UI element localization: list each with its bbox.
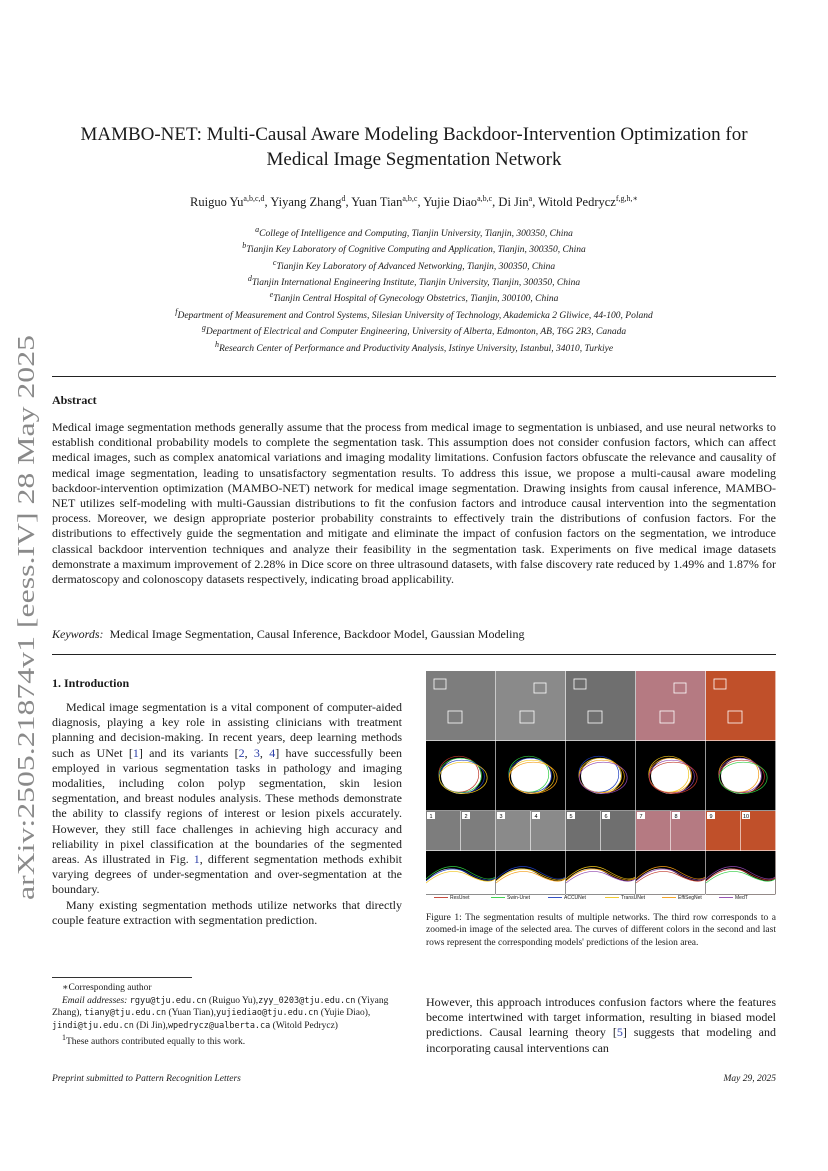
legend-entry: MedT (735, 895, 748, 901)
citation-link-3[interactable]: 3 (253, 745, 260, 760)
footer-date: May 29, 2025 (723, 1074, 776, 1084)
email-address[interactable]: rgyu@tju.edu.cn (129, 995, 207, 1006)
figure-1-caption: Figure 1: The segmentation results of multiple networks. The third row corresponds to a zoomed-in image of the selected area. The curves of different colors in the second and last rows represent the corresponding models' predictions of the lesion area. (426, 913, 776, 948)
author-name: Yiyang Zhang (270, 195, 342, 210)
author-affiliation-marker: a,b,c (477, 194, 493, 203)
keywords (52, 627, 776, 642)
footnote-rule (52, 977, 192, 978)
right-column-text: However, this approach introduces confusion factors where the features become intertwined with target information, resulting in biased model predictions. Causal learning theory [5] suggests that modeling and incorporating causal interventions can (426, 995, 776, 1055)
citation-link-4[interactable]: 4 (269, 745, 276, 760)
figure-link-1[interactable]: 1 (193, 852, 200, 867)
author-list: Ruiguo Yu$^{a,b,c,d}$, Yiyang Zhang$^d$, Yuan Tian$^{a,b,c}$, Yujie Diao$^{a,b,c}$, Di Jin$^a$, Witold Pedrycz$^{f,g,h,∗}$ (190, 194, 638, 210)
intro-paragraph-2: Many existing segmentation methods utilize networks that directly couple feature extraction with segmentation prediction. (52, 897, 402, 927)
zoom-patch-label: 5 (569, 814, 573, 820)
author-affiliation-marker: a,b,c (402, 194, 418, 203)
email-address[interactable]: tiany@tju.edu.cn (84, 1008, 167, 1019)
figure-panel (566, 671, 635, 740)
arxiv-stamp (2, 330, 42, 900)
corresponding-author-note: ∗Corresponding author (62, 983, 152, 993)
intro-paragraph-1: Medical image segmentation is a vital component of computer-aided diagnosis, playing a key role in assisting clinicians with treatment planning and decision-making. In recent years, deep learning methods such as UNet [1] and its variants [2, 3, 4] have successfully been employed in various segmentation tasks in pathology and imaging modalities, including colon polyp segmentation, skin lesion segmentation, and breast nodules analysis. These methods demonstrate the ability to classify regions of interest or lesion pixels accurately. However, they still face challenges in achieving high accuracy and reliability in pixel classification at the boundaries of the segmented areas. As illustrated in Fig. 1, different segmentation methods exhibit varying degrees of under-segmentation and over-segmentation at the boundary. (52, 700, 403, 897)
email-addresses: Email addresses: rgyu@tju.edu.cn (Ruiguo Yu),zyy_0203@tju.edu.cn (Yiyang Zhang), tiany@tju.edu.cn (Yuan Tian),yujiediao@tju.edu.cn (Yujie Diao), jindi@tju.edu.cn (Di Jin),wpedrycz@ualberta.ca (Witold Pedrycz) (52, 995, 389, 1031)
zoom-patch-label: 3 (499, 814, 503, 820)
footer-journal: Preprint submitted to Pattern Recognition Letters (52, 1074, 241, 1084)
author-name: Yuan Tian (351, 195, 403, 210)
email-label: Email addresses: (62, 995, 128, 1006)
zoom-patch-label: 8 (674, 814, 678, 820)
affiliation-line: $^a$College of Intelligence and Computing, Tianjin University, Tianjin, 300350, China (255, 225, 573, 240)
zoom-patch-label: 4 (534, 814, 538, 820)
citation-link-1[interactable]: 1 (132, 745, 139, 760)
arxiv-stamp-graphic (2, 330, 42, 900)
zoom-patch-label: 7 (639, 814, 643, 820)
zoom-patch-label: 2 (464, 814, 468, 820)
equal-contribution-note: $^1$These authors contributed equally to this work. (62, 1033, 246, 1048)
affiliation-line: $^f$Department of Measurement and Control Systems, Silesian University of Technology, Akademicka 2 Gliwice, 44-100, Poland (175, 306, 653, 321)
paper-title (40, 122, 788, 172)
author-name: Witold Pedrycz (538, 195, 616, 210)
author-affiliation-marker: f,g,h,∗ (615, 194, 638, 203)
figure-panel (706, 671, 775, 740)
author-affiliation-marker: a,b,c,d (243, 194, 265, 203)
affiliation-line: $^d$Tianjin International Engineering Institute, Tianjin University, Tianjin, 300350, China (247, 274, 581, 289)
keywords-text: Medical Image Segmentation, Causal Inference, Backdoor Model, Gaussian Modeling (109, 627, 525, 641)
legend-entry: EffiSegNet (678, 895, 702, 901)
author-affiliation-marker: d (341, 194, 346, 203)
keywords-label: Keywords: (52, 627, 104, 641)
abstract-body: Medical image segmentation methods generally assume that the process from medical image to segmentation is unbiased, and use neural networks to establish conditional probability models to complete the segmentation task. This assumption does not consider confusion factors, which can affect medical images, such as complex anatomical variations and imaging modality limitations. Confusion factors obfuscate the relevance and causality of medical image segmentation, leading to unsatisfactory segmentation results. To address this issue, we propose a multi-causal aware modeling backdoor-intervention optimization (MAMBO-NET) network for medical image segmentation. Drawing insights from causal inference, MAMBO-NET utilizes self-modeling with multi-Gaussian distributions to fit the confusion factors and introduce causal intervention into the segmentation process. Moreover, we design appropriate posterior probability constraints to effectively train the distributions of confusion factors. For the distributions to effectively guide the segmentation and mitigate and eliminate the impact of confusion factors on the segmentation, we introduce classical backdoor intervention techniques and analyze their feasibility in the segmentation task. Experiments on five medical image datasets demonstrate a maximum improvement of 2.28% in Dice score on three ultrasound datasets, with false discovery rate reduced by 1.49% and 1.87% for dermatoscopy and colonoscopy datasets respectively, indicating broad applicability. (52, 420, 776, 587)
affiliation-line: $^e$Tianjin Central Hospital of Gynecology Obstetrics, Tianjin, 300100, China (269, 290, 559, 305)
email-address[interactable]: wpedrycz@ualberta.ca (167, 1020, 271, 1031)
figure-panel (426, 671, 495, 740)
figure-panel (496, 671, 565, 740)
author-name: Yujie Diao (423, 195, 478, 210)
affiliation-line: $^h$Research Center of Performance and Productivity Analysis, Istinye University, Istanbul, 34010, Turkiye (214, 339, 614, 354)
introduction-heading: 1. Introduction (52, 676, 130, 690)
legend-entry: TransUNet (621, 895, 645, 901)
abstract-heading: Abstract (52, 393, 97, 407)
zoom-patch-label: 9 (709, 814, 713, 820)
legend-entry: Swin-Unet (507, 895, 531, 901)
author-affiliation-marker: a (528, 194, 533, 203)
footnotes (52, 982, 402, 1049)
affiliation-line: $^c$Tianjin Key Laboratory of Advanced Networking, Tianjin, 300350, China (272, 257, 556, 272)
arxiv-stamp-text: arXiv:2505.21874v1 [eess.IV] 28 May 2025 (14, 473, 40, 900)
zoom-patch-label: 6 (604, 814, 608, 820)
affiliation-line: $^b$Tianjin Key Laboratory of Cognitive Computing and Application, Tianjin, 300350, China (242, 241, 586, 256)
legend-entry: ResUnet (450, 895, 470, 901)
figure-1 (426, 671, 776, 904)
title-line-1: MAMBO-NET: Multi-Causal Aware Modeling Backdoor-Intervention Optimization for (80, 124, 748, 145)
author-name: Di Jin (498, 195, 529, 210)
title-line-2: Medical Image Segmentation Network (266, 149, 562, 170)
email-address[interactable]: zyy_0203@tju.edu.cn (258, 995, 356, 1006)
keywords-bottom-rule (52, 654, 776, 655)
affiliation-list (40, 224, 788, 355)
email-address[interactable]: yujiediao@tju.edu.cn (215, 1008, 319, 1019)
zoom-patch-label: 10 (742, 814, 750, 820)
affiliation-line: $^g$Department of Electrical and Computer Engineering, University of Alberta, Edmonton, AB, T6G 2R3, Canada (201, 323, 627, 338)
zoom-patch-label: 1 (429, 814, 433, 820)
citation-link-2[interactable]: 2 (238, 745, 245, 760)
left-column-text (52, 700, 402, 928)
author-name: Ruiguo Yu (190, 195, 244, 210)
abstract-top-rule (52, 376, 776, 377)
citation-link-5[interactable]: 5 (616, 1025, 623, 1040)
figure-panel (636, 671, 705, 740)
legend-entry: ACCUNet (564, 895, 586, 901)
email-address[interactable]: jindi@tju.edu.cn (52, 1020, 134, 1031)
figure-1-grid (426, 671, 776, 904)
